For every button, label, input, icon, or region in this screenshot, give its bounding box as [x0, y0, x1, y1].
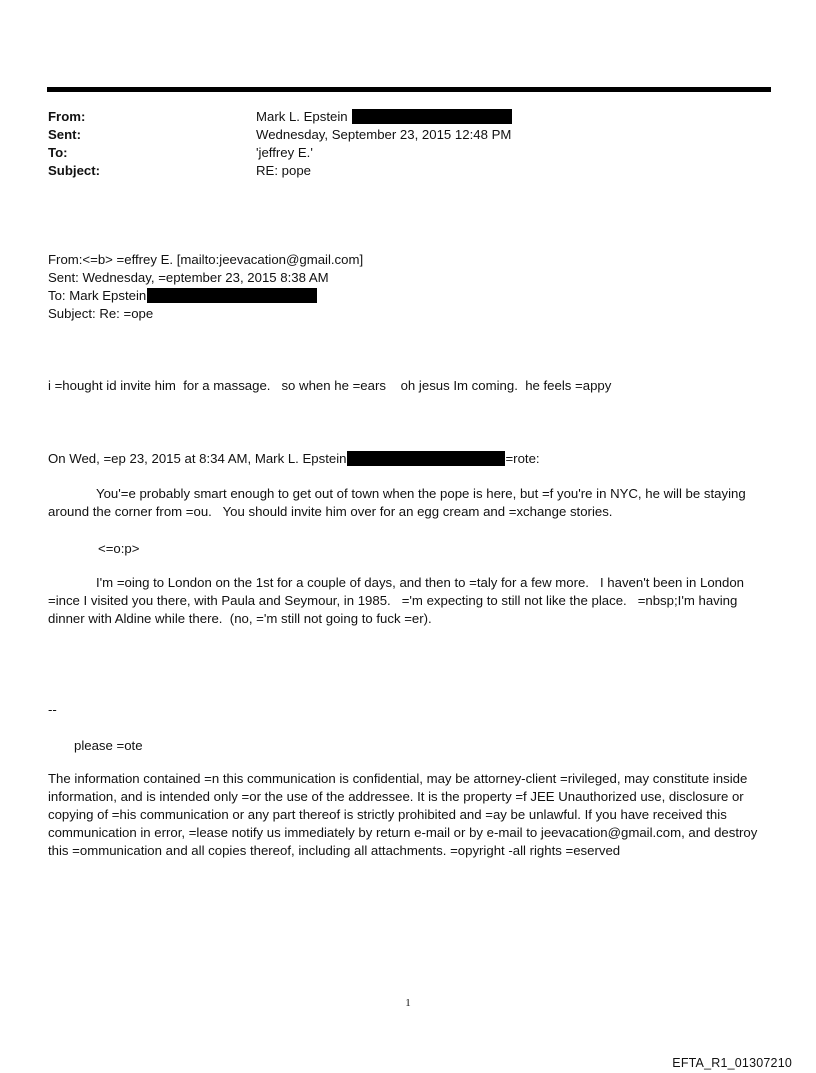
subject-value: RE: pope [256, 163, 311, 178]
on-wed-suffix: =rote: [505, 451, 540, 466]
quoted-subject-line: Subject: Re: =ope [48, 306, 154, 321]
quoted-from-line: From:<=b> =effrey E. [mailto:jeevacation@gmail.com] [48, 252, 364, 267]
redaction-box [147, 288, 317, 303]
on-wed-line [48, 450, 540, 468]
quoted-to-line [48, 287, 317, 305]
sent-label: Sent: [48, 127, 81, 142]
quoted-sent-line: Sent: Wednesday, =eptember 23, 2015 8:38 AM [48, 270, 329, 285]
subject-label: Subject: [48, 163, 101, 178]
op-tag: <=o:p> [98, 541, 140, 556]
document-id: EFTA_R1_01307210 [672, 1056, 792, 1070]
from-name: Mark L. Epstein [256, 109, 348, 124]
page-number: 1 [405, 997, 411, 1009]
body-paragraph-2: I'm =oing to London on the 1st for a couple of days, and then to =taly for a few more. I haven't been in London =ince I visited you there, with Paula and Seymour, in 1985. ='m expecting to still not like the place. =nbsp;I'm having dinner with Aldine while there. (no, ='m still not going to fuck =er). [48, 575, 748, 626]
redaction-box [347, 451, 505, 466]
body-paragraph-1: You'=e probably smart enough to get out of town when the pope is here, but =f you're in NYC, he will be staying around the corner from =ou. You should invite him over for an egg cream and =xchange stories. [48, 486, 750, 519]
to-value: 'jeffrey E.' [256, 145, 313, 160]
reply-text: i =hought id invite him for a massage. so when he =ears oh jesus Im coming. he feels =appy [48, 378, 612, 393]
signature-dashes: -- [48, 702, 57, 717]
redaction-box [352, 109, 512, 124]
on-wed-prefix: On Wed, =ep 23, 2015 at 8:34 AM, Mark L. Epstein [48, 451, 347, 466]
from-value [256, 108, 512, 126]
quoted-to-text: To: Mark Epstein [48, 288, 147, 303]
from-label: From: [48, 109, 86, 124]
to-label: To: [48, 145, 68, 160]
sent-value: Wednesday, September 23, 2015 12:48 PM [256, 127, 512, 142]
disclaimer-paragraph: The information contained =n this communication is confidential, may be attorney-client =rivileged, may constitute inside information, and is intended only =or the use of the addressee. It is the property =f JEE Unauthorized use, disclosure or copying of =his communication or any part thereof is strictly prohibited and =ay be unlawful. If you have received this communication in error, =lease notify us immediately by return e-mail or by e-mail to jeevacation@gmail.com, and destroy this =ommunication and all copies thereof, including all attachments. =opyright -all rights =eserved [48, 771, 758, 858]
header-rule [47, 87, 771, 92]
please-note: please =ote [74, 738, 143, 753]
